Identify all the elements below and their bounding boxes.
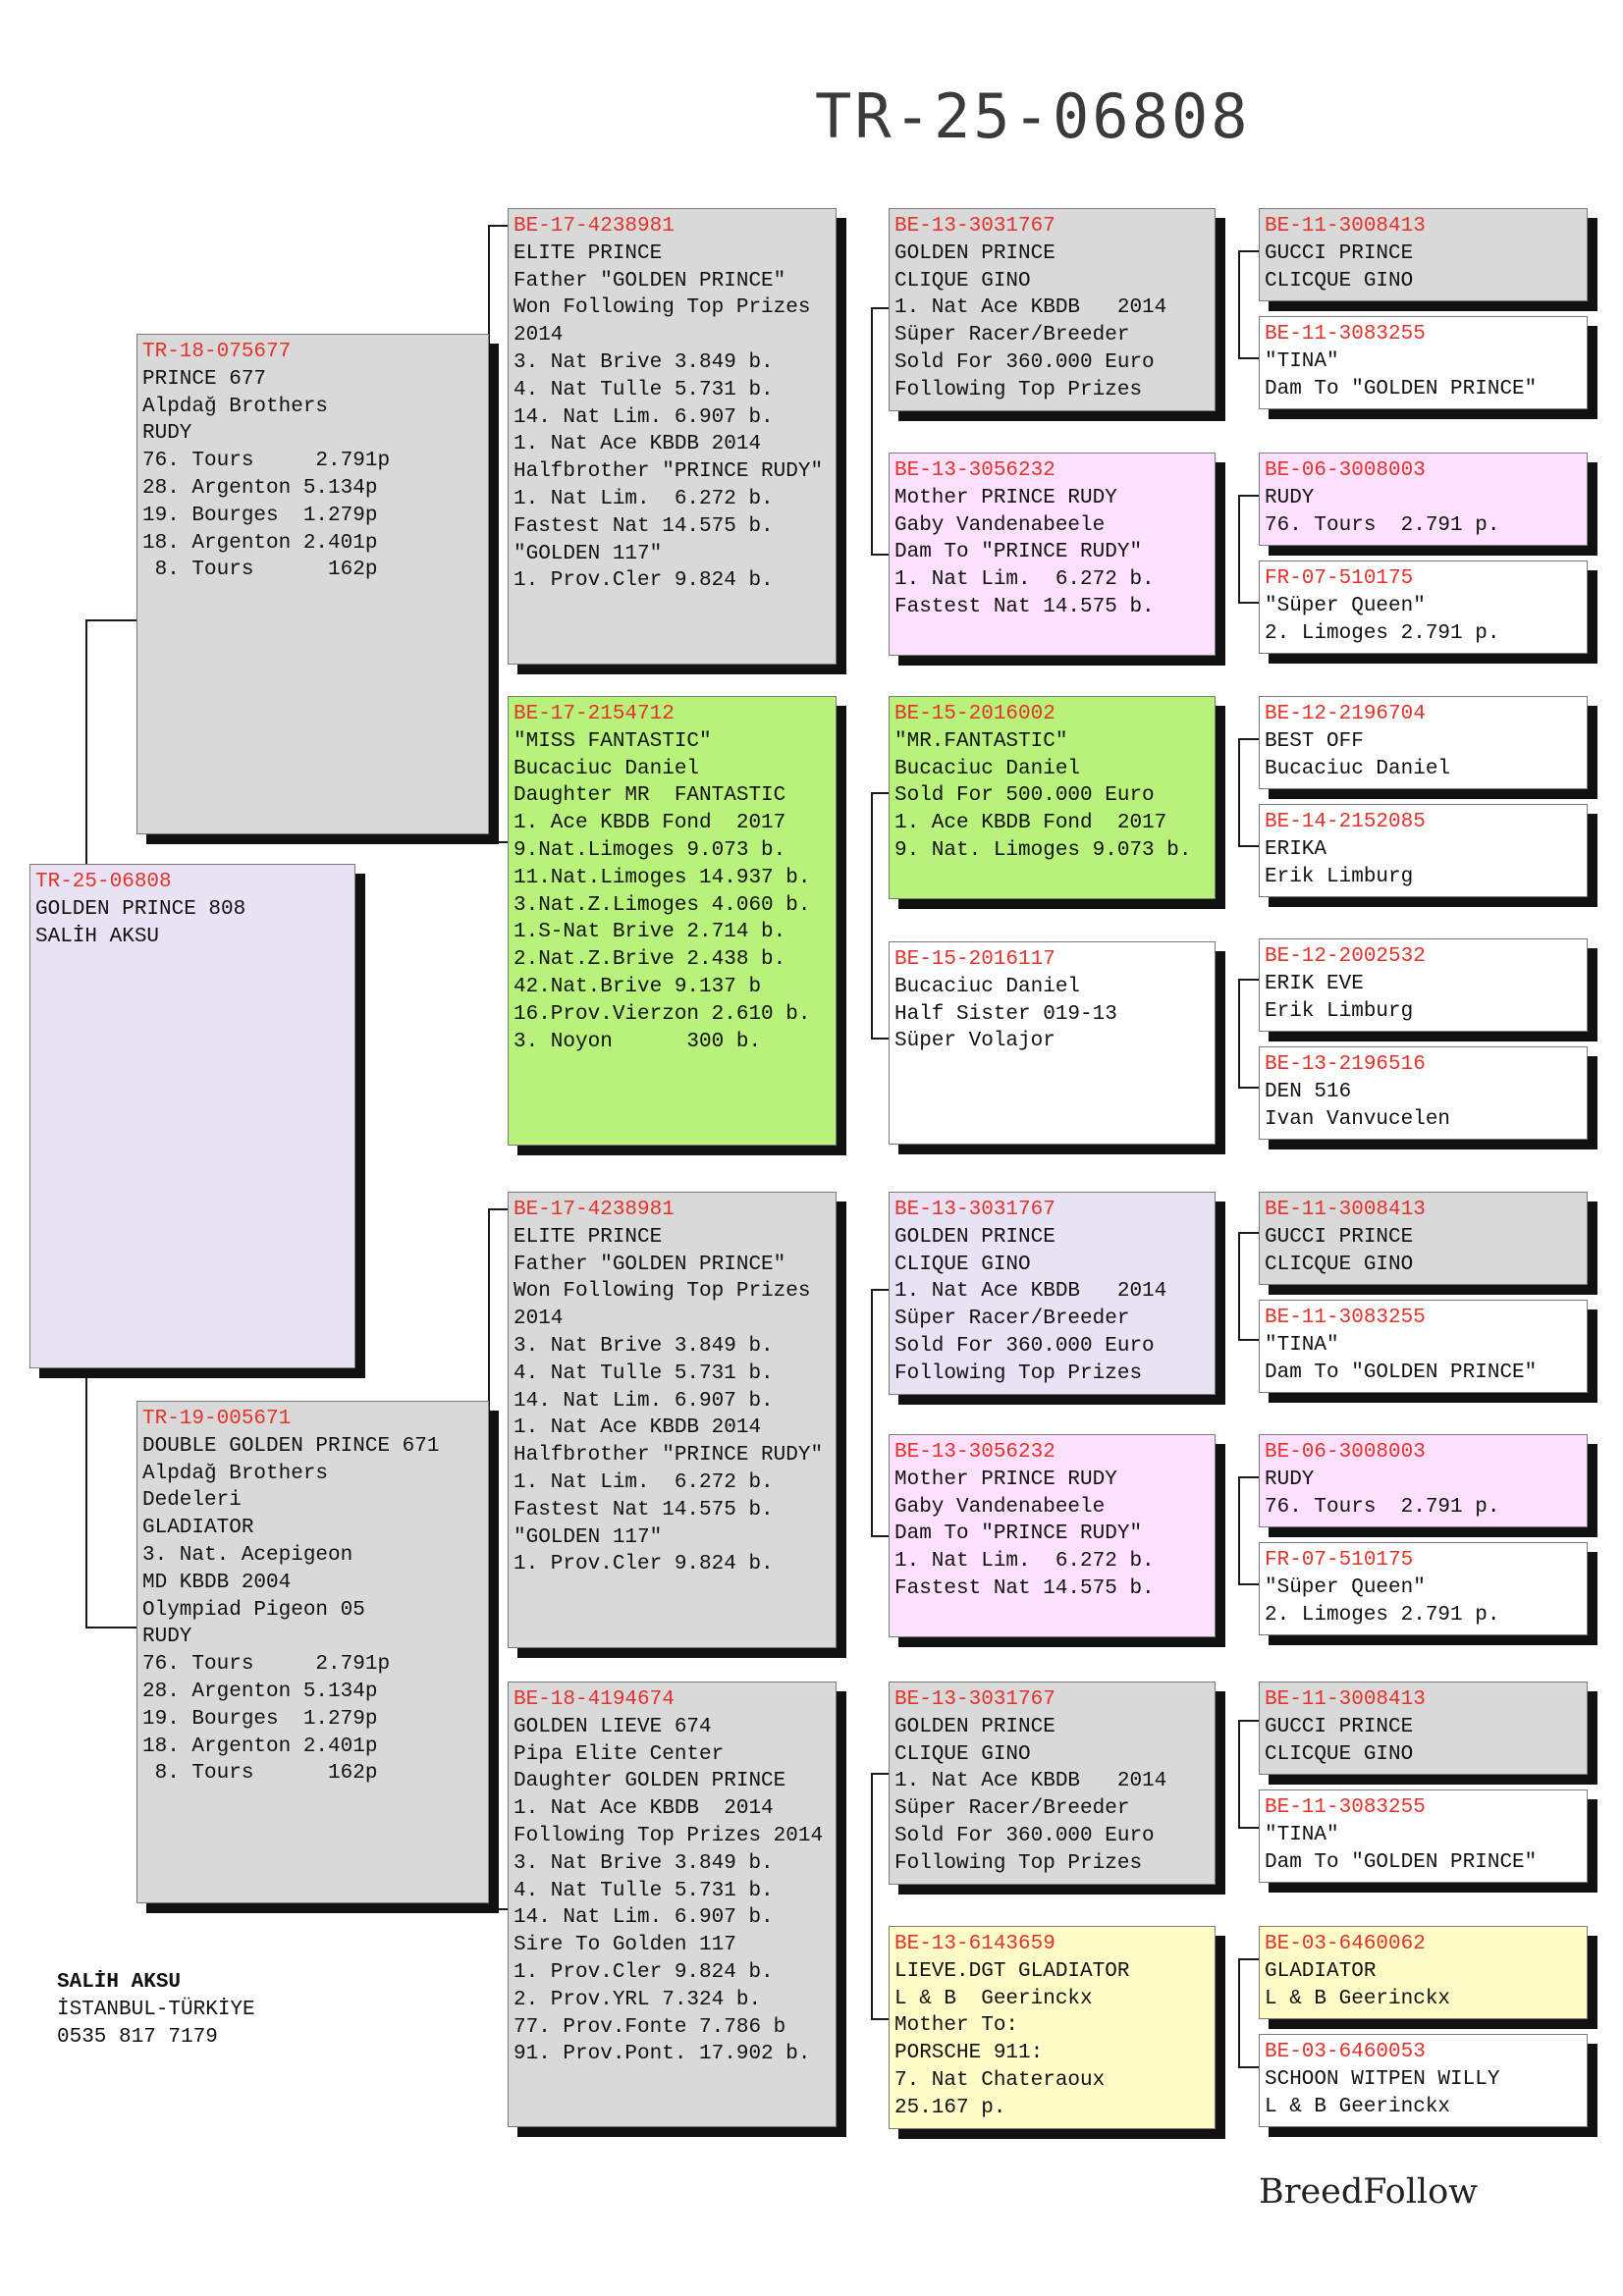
pedigree-line: ERIK EVE (1265, 972, 1364, 995)
owner-phone: 0535 817 7179 (57, 2026, 218, 2049)
pedigree-line: Sold For 360.000 Euro (894, 350, 1155, 374)
pedigree-line: 3. Nat Brive 3.849 b. (514, 1851, 774, 1875)
pedigree-box-subject (29, 864, 355, 1368)
pedigree-line: CLICQUE GINO (1265, 1253, 1414, 1276)
pedigree-line: Dam To "PRINCE RUDY" (894, 541, 1143, 564)
pedigree-line: RUDY (1265, 1468, 1315, 1491)
pedigree-line: GOLDEN PRINCE (894, 1225, 1055, 1249)
pedigree-line: 4. Nat Tulle 5.731 b. (514, 378, 774, 401)
pedigree-line: Dam To "GOLDEN PRINCE" (1265, 1361, 1538, 1384)
pedigree-line: 1. Nat Lim. 6.272 b. (514, 1470, 774, 1494)
pedigree-line: 1. Ace KBDB Fond 2017 (894, 812, 1167, 835)
pedigree-line: RUDY (142, 422, 192, 446)
pedigree-line: 1. Nat Ace KBDB 2014 (514, 433, 762, 456)
pedigree-line: Father "GOLDEN PRINCE" (514, 269, 786, 293)
pedigree-line: Gaby Vandenabeele (894, 513, 1106, 537)
pedigree-line: GUCCI PRINCE (1265, 1715, 1414, 1738)
pedigree-line: Dam To "GOLDEN PRINCE" (1265, 377, 1538, 400)
pedigree-line: Dedeleri (142, 1489, 242, 1513)
pedigree-line: 1. Prov.Cler 9.824 b. (514, 1960, 774, 1984)
pedigree-line: 25.167 p. (894, 2096, 1006, 2119)
pedigree-line: Daughter MR FANTASTIC (514, 784, 786, 808)
pedigree-line: CLIQUE GINO (894, 269, 1031, 293)
ring-number: FR-07-510175 (1265, 1549, 1414, 1572)
pedigree-line: 77. Prov.Fonte 7.786 b (514, 2015, 786, 2039)
pedigree-line: 18. Argenton 2.401p (142, 1735, 378, 1758)
pedigree-line: Olympiad Pigeon 05 (142, 1598, 365, 1622)
ring-number: BE-06-3008003 (1265, 1441, 1426, 1464)
pedigree-box-gen5-2 (1259, 316, 1588, 409)
pedigree-line: 76. Tours 2.791 p. (1265, 1495, 1500, 1519)
pedigree-line: 2. Limoges 2.791 p. (1265, 1603, 1500, 1627)
pedigree-line: 1. Ace KBDB Fond 2017 (514, 812, 786, 835)
pedigree-line: Süper Volajor (894, 1030, 1055, 1053)
ring-number: BE-13-3056232 (894, 459, 1055, 482)
pedigree-line: 3. Nat Brive 3.849 b. (514, 350, 774, 374)
pedigree-line: PORSCHE 911: (894, 2042, 1044, 2065)
ring-number: BE-15-2016002 (894, 703, 1055, 725)
pedigree-line: Following Top Prizes (894, 1851, 1143, 1875)
pedigree-box-gen4-1 (889, 208, 1216, 411)
pedigree-line: "TINA" (1265, 1333, 1339, 1357)
pedigree-line: 14. Nat Lim. 6.907 b. (514, 1389, 774, 1413)
pedigree-line: 1.S-Nat Brive 2.714 b. (514, 921, 786, 944)
ring-number: BE-11-3008413 (1265, 1688, 1426, 1711)
pedigree-box-sire-sire (508, 208, 837, 665)
pedigree-line: Mother To: (894, 2014, 1019, 2038)
ring-number: BE-11-3008413 (1265, 215, 1426, 238)
pedigree-line: Süper Racer/Breeder (894, 1308, 1130, 1331)
pedigree-line: Bucaciuc Daniel (514, 757, 700, 780)
ring-number: TR-19-005671 (142, 1408, 292, 1430)
pedigree-line: Erik Limburg (1265, 865, 1414, 888)
pedigree-line: Half Sister 019-13 (894, 1002, 1117, 1026)
pedigree-line: "GOLDEN 117" (514, 1525, 663, 1549)
ring-number: BE-11-3083255 (1265, 1307, 1426, 1329)
pedigree-line: L & B Geerinckx (894, 1987, 1093, 2010)
pedigree-line: GLADIATOR (142, 1517, 254, 1540)
pedigree-line: Fastest Nat 14.575 b. (894, 595, 1155, 618)
ring-number: BE-03-6460053 (1265, 2041, 1426, 2063)
pedigree-line: CLICQUE GINO (1265, 269, 1414, 293)
pedigree-box-gen4-5 (889, 1192, 1216, 1395)
pedigree-line: L & B Geerinckx (1265, 2095, 1451, 2118)
pedigree-line: 1. Nat Ace KBDB 2014 (894, 296, 1167, 320)
ring-number: TR-25-06808 (35, 871, 172, 893)
pedigree-box-dam (136, 1401, 489, 1903)
pedigree-line: "MISS FANTASTIC" (514, 729, 712, 753)
ring-number: BE-11-3083255 (1265, 323, 1426, 346)
pedigree-line: 76. Tours 2.791p (142, 450, 391, 473)
ring-number: BE-17-4238981 (514, 215, 675, 238)
pedigree-line: GOLDEN PRINCE (894, 1715, 1055, 1738)
ring-number: BE-13-2196516 (1265, 1053, 1426, 1076)
pedigree-line: ELITE PRINCE (514, 1225, 663, 1249)
pedigree-line: Fastest Nat 14.575 b. (514, 1498, 774, 1522)
pedigree-line: SALİH AKSU (35, 925, 160, 948)
pedigree-line: MD KBDB 2004 (142, 1571, 292, 1594)
pedigree-line: 1. Nat Ace KBDB 2014 (514, 1416, 762, 1440)
pedigree-box-gen5-4 (1259, 561, 1588, 654)
pedigree-box-gen4-2 (889, 453, 1216, 656)
pedigree-line: 4. Nat Tulle 5.731 b. (514, 1879, 774, 1902)
pedigree-box-gen5-5 (1259, 696, 1588, 789)
ring-number: BE-11-3008413 (1265, 1199, 1426, 1221)
pedigree-line: "Süper Queen" (1265, 1575, 1426, 1599)
pedigree-line: 2.Nat.Z.Brive 2.438 b. (514, 948, 786, 972)
pedigree-line: Halfbrother "PRINCE RUDY" (514, 460, 824, 484)
pedigree-line: 4. Nat Tulle 5.731 b. (514, 1362, 774, 1385)
pedigree-line: ERIKA (1265, 837, 1327, 861)
pedigree-line: Father "GOLDEN PRINCE" (514, 1253, 786, 1276)
pedigree-line: 1. Nat Lim. 6.272 b. (894, 1550, 1155, 1574)
pedigree-line: 42.Nat.Brive 9.137 b (514, 975, 762, 998)
pedigree-title: TR-25-06808 (815, 80, 1251, 152)
pedigree-box-dam-dam (508, 1682, 837, 2127)
pedigree-line: Halfbrother "PRINCE RUDY" (514, 1444, 824, 1468)
pedigree-line: GOLDEN PRINCE (894, 241, 1055, 265)
pedigree-box-gen5-16 (1259, 2034, 1588, 2127)
pedigree-line: Following Top Prizes (894, 1362, 1143, 1385)
pedigree-line: 91. Prov.Pont. 17.902 b. (514, 2043, 811, 2066)
pedigree-line: Mother PRINCE RUDY (894, 1468, 1117, 1491)
pedigree-line: Alpdağ Brothers (142, 395, 329, 418)
pedigree-line: 76. Tours 2.791p (142, 1653, 391, 1677)
pedigree-line: "TINA" (1265, 1823, 1339, 1846)
pedigree-line: Bucaciuc Daniel (894, 757, 1081, 780)
ring-number: BE-17-4238981 (514, 1199, 675, 1221)
pedigree-box-gen4-4 (889, 941, 1216, 1145)
pedigree-line: RUDY (142, 1626, 192, 1649)
pedigree-line: 19. Bourges 1.279p (142, 504, 378, 527)
pedigree-box-gen5-3 (1259, 453, 1588, 546)
pedigree-line: 28. Argenton 5.134p (142, 476, 378, 500)
owner-info (57, 1969, 255, 2052)
pedigree-line: 1. Nat Ace KBDB 2014 (894, 1280, 1167, 1304)
pedigree-line: Bucaciuc Daniel (1265, 757, 1451, 780)
pedigree-box-gen5-13 (1259, 1682, 1588, 1775)
pedigree-line: GOLDEN PRINCE 808 (35, 897, 246, 921)
pedigree-box-dam-sire (508, 1192, 837, 1648)
pedigree-line: Pipa Elite Center (514, 1742, 725, 1766)
pedigree-line: Süper Racer/Breeder (894, 324, 1130, 347)
pedigree-line: 3. Noyon 300 b. (514, 1030, 762, 1053)
pedigree-line: Bucaciuc Daniel (894, 975, 1081, 998)
ring-number: TR-18-075677 (142, 341, 292, 363)
ring-number: FR-07-510175 (1265, 567, 1414, 590)
pedigree-box-gen5-11 (1259, 1434, 1588, 1527)
pedigree-line: 9. Nat. Limoges 9.073 b. (894, 838, 1192, 862)
pedigree-line: Alpdağ Brothers (142, 1462, 329, 1485)
pedigree-line: Following Top Prizes (894, 378, 1143, 401)
ring-number: BE-18-4194674 (514, 1688, 675, 1711)
pedigree-line: Sold For 360.000 Euro (894, 1824, 1155, 1847)
pedigree-line: GUCCI PRINCE (1265, 1225, 1414, 1249)
pedigree-box-gen4-8 (889, 1926, 1216, 2129)
pedigree-line: 28. Argenton 5.134p (142, 1680, 378, 1703)
pedigree-line: "Süper Queen" (1265, 594, 1426, 617)
pedigree-line: 18. Argenton 2.401p (142, 531, 378, 555)
ring-number: BE-12-2196704 (1265, 703, 1426, 725)
pedigree-line: LIEVE.DGT GLADIATOR (894, 1959, 1130, 1983)
pedigree-line: 1. Nat Ace KBDB 2014 (894, 1770, 1167, 1793)
pedigree-line: 19. Bourges 1.279p (142, 1707, 378, 1731)
brand-logo-text: BreedFollow (1259, 2172, 1479, 2212)
pedigree-box-gen5-12 (1259, 1542, 1588, 1635)
pedigree-line: GUCCI PRINCE (1265, 241, 1414, 265)
pedigree-line: PRINCE 677 (142, 367, 267, 391)
ring-number: BE-14-2152085 (1265, 811, 1426, 833)
pedigree-line: 2. Prov.YRL 7.324 b. (514, 1988, 762, 2011)
pedigree-line: 11.Nat.Limoges 14.937 b. (514, 866, 811, 889)
ring-number: BE-11-3083255 (1265, 1796, 1426, 1819)
pedigree-box-gen5-1 (1259, 208, 1588, 301)
pedigree-box-gen5-8 (1259, 1046, 1588, 1140)
pedigree-line: 7. Nat Chateraoux (894, 2068, 1106, 2092)
pedigree-line: 2. Limoges 2.791 p. (1265, 621, 1500, 645)
pedigree-line: Ivan Vanvucelen (1265, 1107, 1451, 1131)
pedigree-box-gen4-6 (889, 1434, 1216, 1637)
pedigree-box-gen5-7 (1259, 938, 1588, 1032)
pedigree-box-sire-dam (508, 696, 837, 1146)
pedigree-box-gen5-6 (1259, 804, 1588, 897)
pedigree-line: Fastest Nat 14.575 b. (894, 1576, 1155, 1600)
ring-number: BE-13-3056232 (894, 1441, 1055, 1464)
ring-number: BE-06-3008003 (1265, 459, 1426, 482)
pedigree-line: 14. Nat Lim. 6.907 b. (514, 405, 774, 429)
pedigree-line: 16.Prov.Vierzon 2.610 b. (514, 1002, 811, 1026)
pedigree-line: 3.Nat.Z.Limoges 4.060 b. (514, 893, 811, 917)
pedigree-line: Dam To "PRINCE RUDY" (894, 1522, 1143, 1546)
ring-number: BE-12-2002532 (1265, 945, 1426, 968)
pedigree-box-sire (136, 334, 489, 834)
pedigree-line: 1. Nat Lim. 6.272 b. (894, 568, 1155, 592)
owner-location: İSTANBUL-TÜRKİYE (57, 1999, 255, 2021)
pedigree-line: 1. Prov.Cler 9.824 b. (514, 1553, 774, 1576)
ring-number: BE-03-6460062 (1265, 1933, 1426, 1955)
pedigree-line: Mother PRINCE RUDY (894, 486, 1117, 509)
pedigree-line: Gaby Vandenabeele (894, 1495, 1106, 1519)
pedigree-line: Erik Limburg (1265, 999, 1414, 1023)
ring-number: BE-17-2154712 (514, 703, 675, 725)
pedigree-line: CLIQUE GINO (894, 1742, 1031, 1766)
ring-number: BE-13-3031767 (894, 1688, 1055, 1711)
pedigree-line: "GOLDEN 117" (514, 542, 663, 565)
pedigree-box-gen5-10 (1259, 1300, 1588, 1393)
pedigree-line: BEST OFF (1265, 729, 1364, 753)
pedigree-line: 8. Tours 162p (142, 1762, 378, 1786)
pedigree-line: SCHOON WITPEN WILLY (1265, 2067, 1500, 2091)
pedigree-line: 8. Tours 162p (142, 559, 378, 582)
pedigree-line: Following Top Prizes 2014 (514, 1824, 824, 1847)
pedigree-line: Sold For 360.000 Euro (894, 1334, 1155, 1358)
pedigree-line: 9.Nat.Limoges 9.073 b. (514, 838, 786, 862)
owner-name: SALİH AKSU (57, 1971, 182, 1994)
pedigree-line: Fastest Nat 14.575 b. (514, 514, 774, 538)
pedigree-line: Sold For 500.000 Euro (894, 784, 1155, 808)
pedigree-line: Süper Racer/Breeder (894, 1797, 1130, 1821)
ring-number: BE-13-3031767 (894, 215, 1055, 238)
pedigree-line: "TINA" (1265, 349, 1339, 373)
pedigree-line: Sire To Golden 117 (514, 1934, 736, 1957)
pedigree-line: DEN 516 (1265, 1080, 1352, 1103)
pedigree-line: 76. Tours 2.791 p. (1265, 513, 1500, 537)
pedigree-line: GOLDEN LIEVE 674 (514, 1715, 712, 1738)
pedigree-line: ELITE PRINCE (514, 241, 663, 265)
pedigree-line: RUDY (1265, 486, 1315, 509)
pedigree-line: Daughter GOLDEN PRINCE (514, 1770, 786, 1793)
pedigree-box-gen4-3 (889, 696, 1216, 899)
pedigree-box-gen5-15 (1259, 1926, 1588, 2019)
pedigree-line: GLADIATOR (1265, 1959, 1377, 1983)
ring-number: BE-13-6143659 (894, 1933, 1055, 1955)
pedigree-line: CLICQUE GINO (1265, 1742, 1414, 1766)
pedigree-box-gen4-7 (889, 1682, 1216, 1885)
pedigree-line: DOUBLE GOLDEN PRINCE 671 (142, 1434, 440, 1458)
ring-number: BE-13-3031767 (894, 1199, 1055, 1221)
ring-number: BE-15-2016117 (894, 948, 1055, 971)
pedigree-line: Won Following Top Prizes 2014 (514, 296, 824, 347)
pedigree-line: 1. Nat Lim. 6.272 b. (514, 487, 774, 510)
pedigree-line: 1. Prov.Cler 9.824 b. (514, 569, 774, 593)
pedigree-line: CLIQUE GINO (894, 1253, 1031, 1276)
pedigree-line: Won Following Top Prizes 2014 (514, 1280, 824, 1331)
pedigree-line: Dam To "GOLDEN PRINCE" (1265, 1850, 1538, 1874)
pedigree-line: "MR.FANTASTIC" (894, 729, 1068, 753)
pedigree-line: 14. Nat Lim. 6.907 b. (514, 1906, 774, 1930)
pedigree-line: 3. Nat. Acepigeon (142, 1543, 353, 1567)
pedigree-box-gen5-9 (1259, 1192, 1588, 1285)
pedigree-line: 1. Nat Ace KBDB 2014 (514, 1797, 774, 1821)
pedigree-box-gen5-14 (1259, 1789, 1588, 1883)
pedigree-line: L & B Geerinckx (1265, 1987, 1451, 2010)
pedigree-line: 3. Nat Brive 3.849 b. (514, 1334, 774, 1358)
